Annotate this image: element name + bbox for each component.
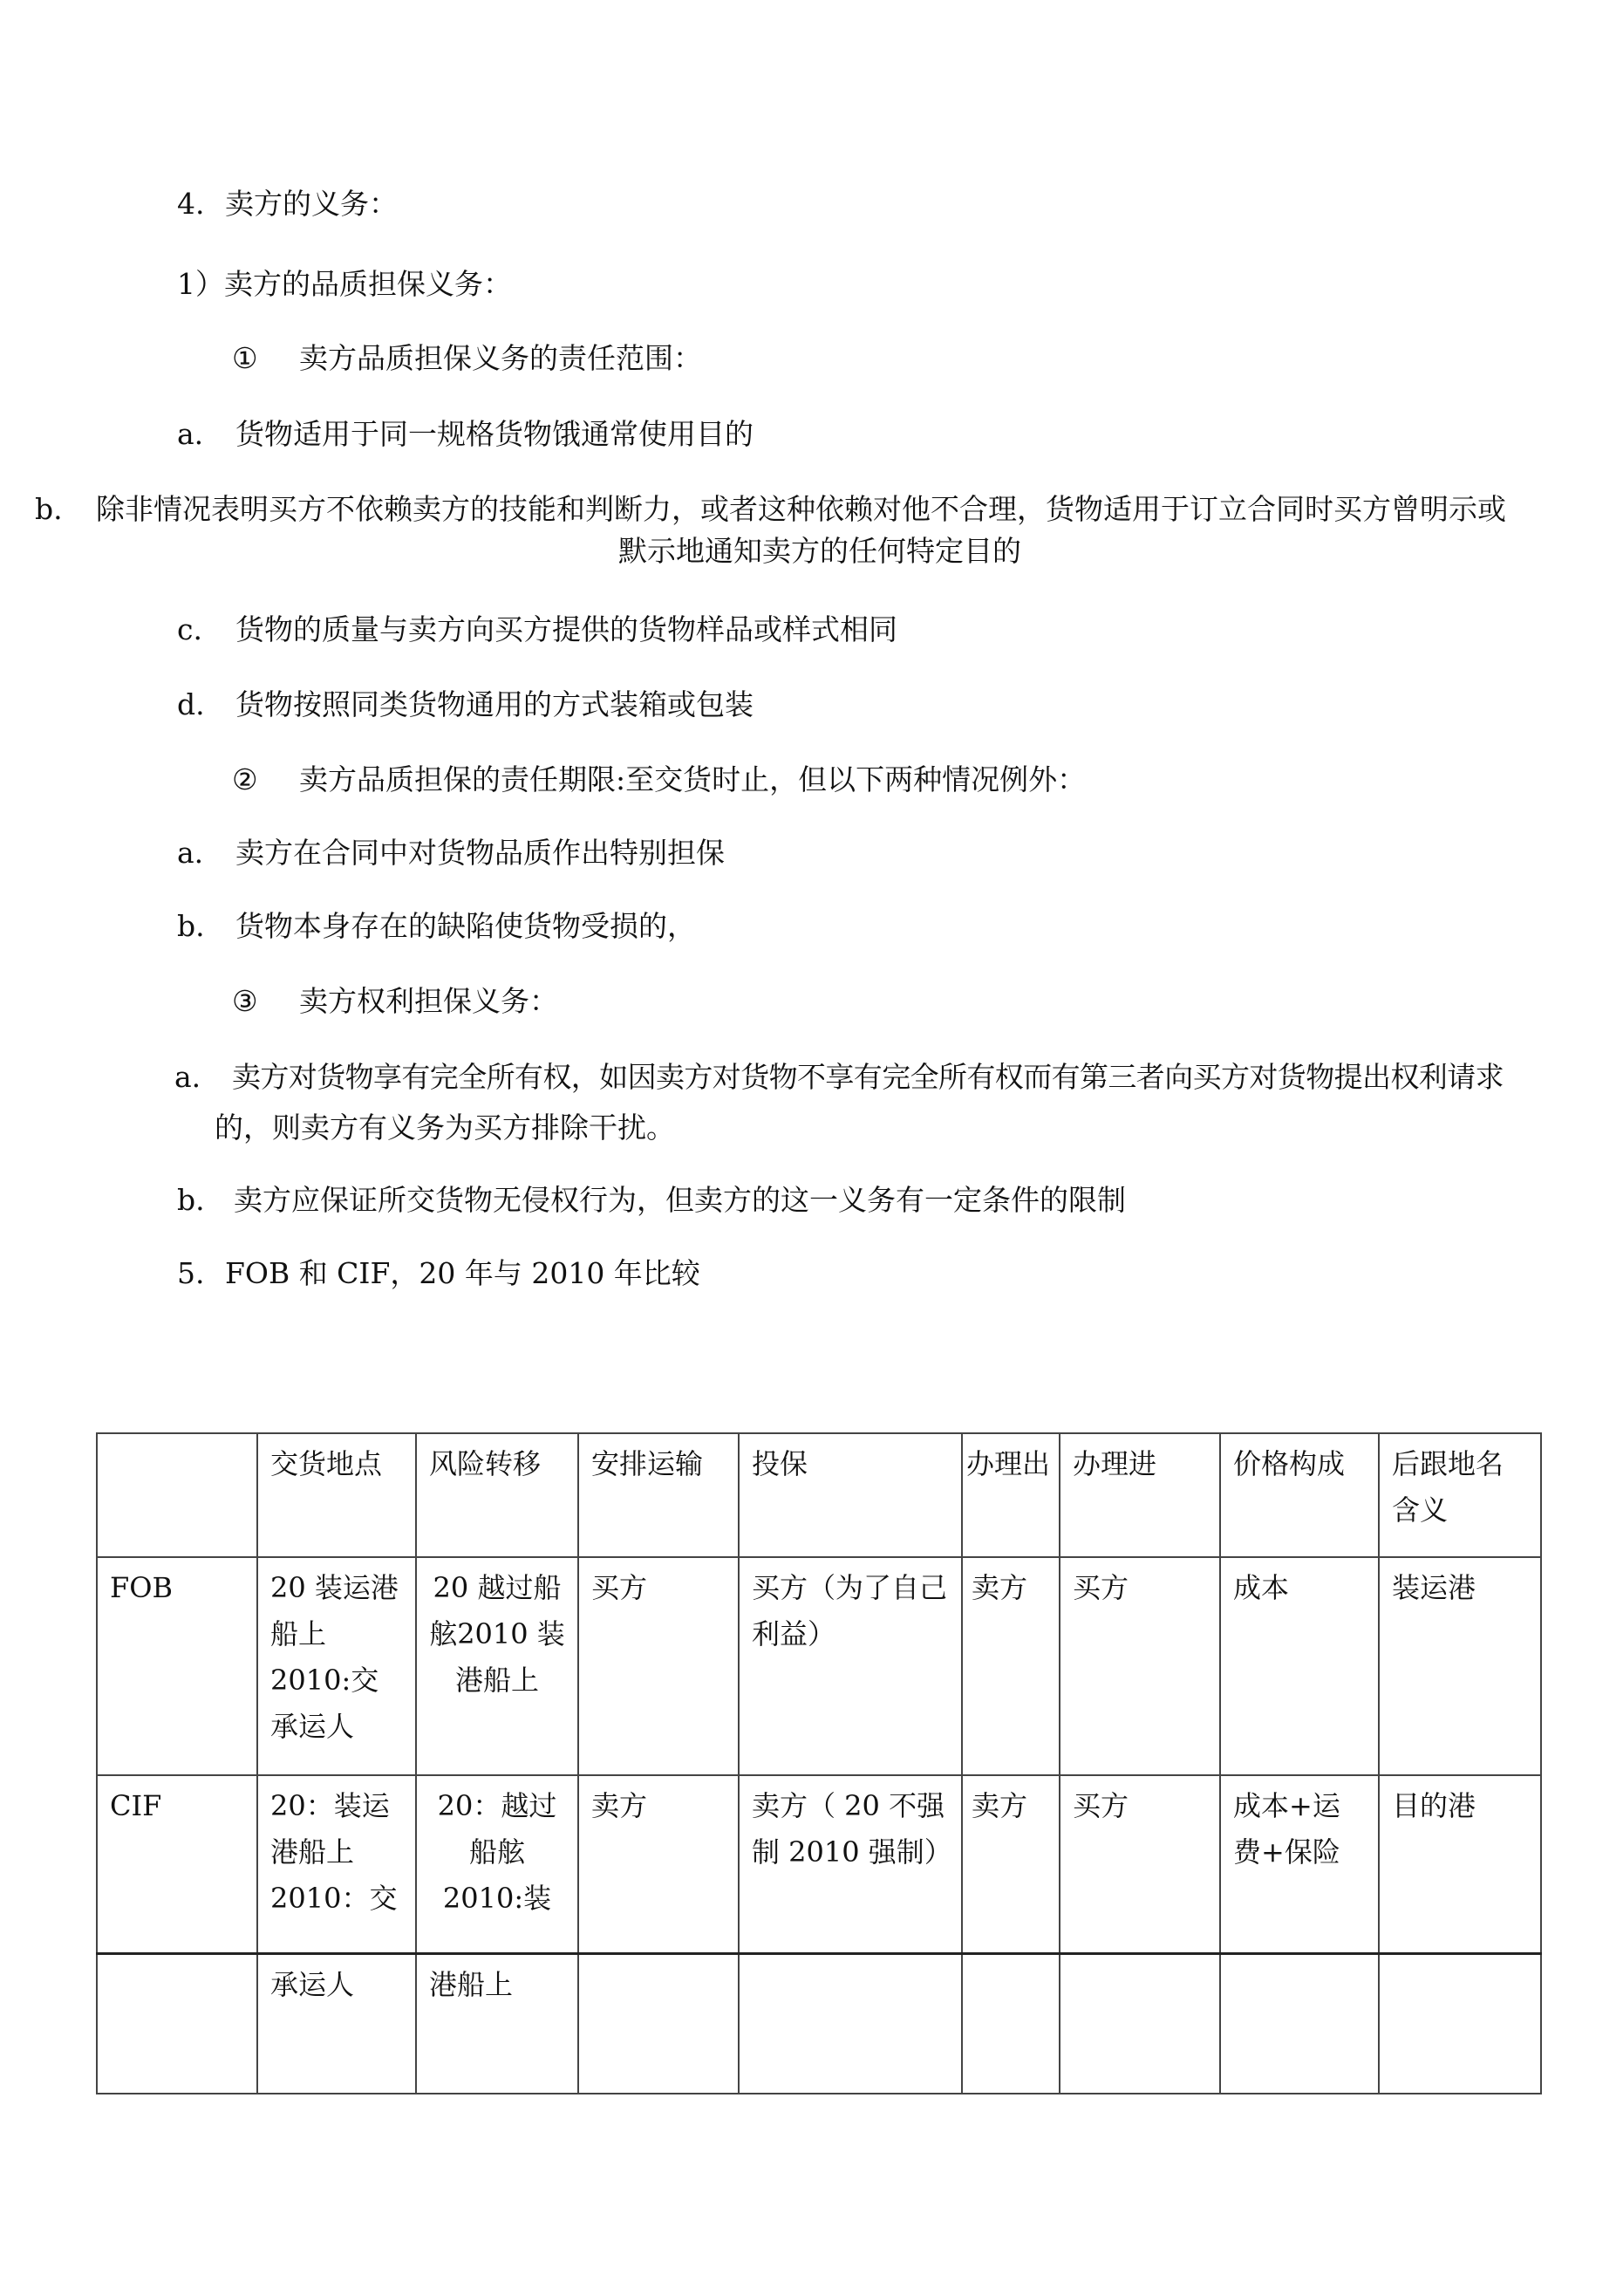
- item-1-heading: [0, 339, 1623, 392]
- table-cell: [578, 1954, 739, 2094]
- table-header-cell: 交货地点: [257, 1433, 416, 1557]
- section-title: FOB 和 CIF，20 年与 2010 年比较: [225, 1256, 700, 1290]
- item-title: 卖方品质担保的责任期限:至交货时止，但以下两种情况例外：: [299, 762, 1087, 796]
- table-cell: 20：装运港船上2010：交: [257, 1775, 416, 1954]
- table-row: [97, 1954, 1541, 2094]
- list-marker: b.: [35, 492, 63, 526]
- list-item: [0, 415, 1623, 468]
- table-cell: 买方: [578, 1557, 739, 1775]
- subsection-1-heading: [0, 265, 1623, 318]
- list-marker: d.: [177, 687, 205, 721]
- table-cell: 成本+运费+保险: [1220, 1775, 1379, 1954]
- list-item: [0, 1181, 1623, 1233]
- list-text-line-1: 卖方对货物享有完全所有权，如因卖方对货物不享有完全所有权而有第三者向买方对货物提出权利请求: [232, 1060, 1504, 1094]
- list-marker: b.: [177, 1183, 205, 1217]
- list-text-line-2: 的，则卖方有义务为买方排除干扰。: [215, 1110, 675, 1145]
- table-cell: 买方: [1060, 1557, 1220, 1775]
- table-cell: [1060, 1954, 1220, 2094]
- table-header-cell: 安排运输: [578, 1433, 739, 1557]
- section-title: 卖方的义务：: [225, 187, 398, 221]
- table-cell: 目的港: [1379, 1775, 1541, 1954]
- table-cell: 卖方: [578, 1775, 739, 1954]
- list-item: [0, 834, 1623, 886]
- list-text: 货物按照同类货物通用的方式装箱或包装: [235, 687, 754, 721]
- section-4-heading: [0, 185, 1623, 237]
- table-cell: 港船上: [416, 1954, 578, 2094]
- table-cell: 成本: [1220, 1557, 1379, 1775]
- circled-number: ①: [232, 341, 258, 375]
- section-number: 5.: [177, 1256, 205, 1290]
- table-header-cell: [97, 1433, 257, 1557]
- list-marker: a.: [177, 417, 204, 451]
- table-cell: [1379, 1954, 1541, 2094]
- list-text: 货物适用于同一规格货物饿通常使用目的: [235, 417, 754, 451]
- table-row: [97, 1557, 1541, 1775]
- table-cell: [1220, 1954, 1379, 2094]
- table-cell: 买方: [1060, 1775, 1220, 1954]
- table-header-row: [97, 1433, 1541, 1557]
- list-text: 货物的质量与卖方向买方提供的货物样品或样式相同: [235, 612, 897, 646]
- table-cell: 买方（为了自己利益）: [739, 1557, 962, 1775]
- list-marker: b.: [177, 909, 205, 943]
- table-cell: 卖方: [962, 1775, 1060, 1954]
- list-item: [0, 611, 1623, 663]
- item-3-heading: [0, 982, 1623, 1035]
- table-cell: CIF: [97, 1775, 257, 1954]
- circled-number: ③: [232, 984, 258, 1018]
- section-number: 4.: [177, 187, 205, 221]
- table-cell: 装运港: [1379, 1557, 1541, 1775]
- table-header-cell: 风险转移: [416, 1433, 578, 1557]
- circled-number: ②: [232, 762, 258, 796]
- table-cell: [97, 1954, 257, 2094]
- table-header-cell: 办理出: [962, 1433, 1060, 1557]
- list-marker: a.: [174, 1060, 201, 1094]
- table-cell: 20：越过船舷2010:装: [416, 1775, 578, 1954]
- section-5-heading: [0, 1254, 1623, 1307]
- list-item: [0, 907, 1623, 960]
- table-cell: 承运人: [257, 1954, 416, 2094]
- table-header-cell: 后跟地名含义: [1379, 1433, 1541, 1557]
- table-cell: [739, 1954, 962, 2094]
- fob-cif-comparison-table: [96, 1432, 1542, 2094]
- list-marker: c.: [177, 612, 202, 646]
- list-marker: a.: [177, 836, 204, 870]
- table-cell: 20 装运港船上2010:交承运人: [257, 1557, 416, 1775]
- table-cell: 卖方（ 20 不强制 2010 强制）: [739, 1775, 962, 1954]
- list-text-line-2: 默示地通知卖方的任何特定目的: [618, 534, 1021, 568]
- table-header-cell: 办理进: [1060, 1433, 1220, 1557]
- subsection-title: 1）卖方的品质担保义务：: [177, 267, 512, 301]
- item-title: 卖方品质担保义务的责任范围：: [299, 341, 702, 375]
- list-text-line-1: 除非情况表明买方不依赖卖方的技能和判断力，或者这种依赖对他不合理，货物适用于订立合同时买方曾明示或: [96, 492, 1506, 526]
- item-title: 卖方权利担保义务：: [299, 984, 558, 1018]
- table-cell: 卖方: [962, 1557, 1060, 1775]
- list-text: 卖方在合同中对货物品质作出特别担保: [235, 836, 725, 870]
- table-row: [97, 1775, 1541, 1954]
- table-cell: [962, 1954, 1060, 2094]
- item-2-heading: [0, 761, 1623, 813]
- list-item: [0, 686, 1623, 738]
- table-header-cell: 价格构成: [1220, 1433, 1379, 1557]
- table-cell: FOB: [97, 1557, 257, 1775]
- table-header-cell: 投保: [739, 1433, 962, 1557]
- list-text: 卖方应保证所交货物无侵权行为，但卖方的这一义务有一定条件的限制: [234, 1183, 1126, 1217]
- table-cell: 20 越过船舷2010 装港船上: [416, 1557, 578, 1775]
- list-text: 货物本身存在的缺陷使货物受损的，: [235, 909, 696, 943]
